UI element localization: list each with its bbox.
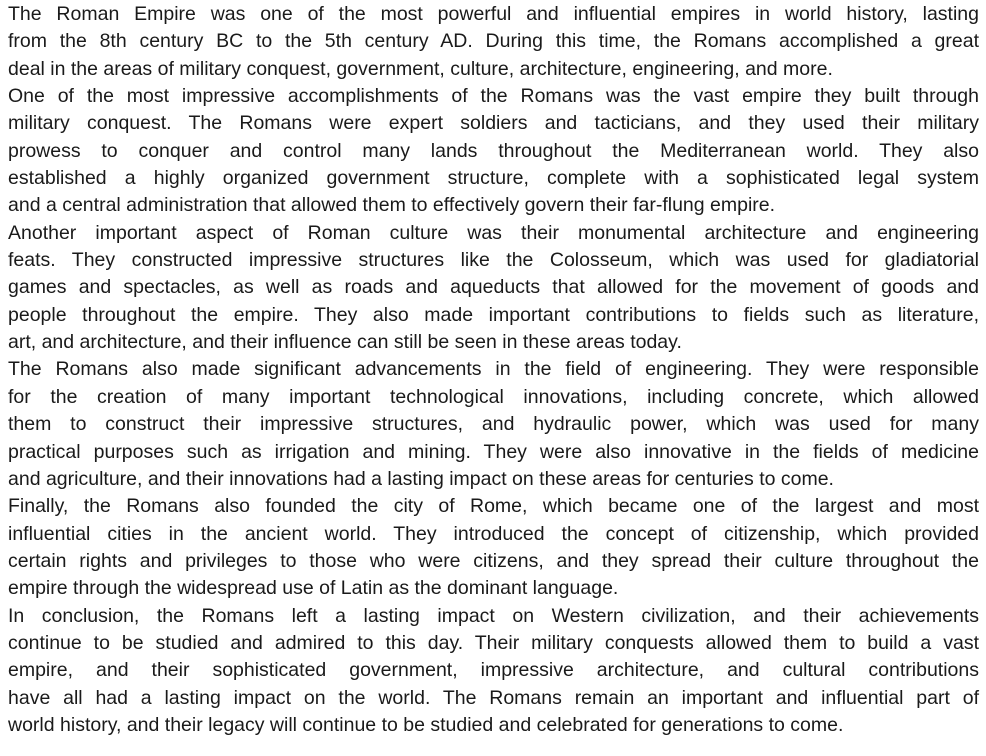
- text-line: practical purposes such as irrigation and mining. They were also innovative in the fields of medicine: [8, 440, 979, 463]
- text-line: people throughout the empire. They also made important contributions to fields such as literature,: [8, 303, 979, 326]
- text-line: prowess to conquer and control many lands throughout the Mediterranean world. They also: [8, 139, 979, 162]
- text-line: certain rights and privileges to those who were citizens, and they spread their culture throughout the: [8, 549, 979, 572]
- text-line: them to construct their impressive structures, and hydraulic power, which was used for many: [8, 413, 979, 436]
- paragraph: [8, 220, 979, 357]
- text-line: continue to be studied and admired to this day. Their military conquests allowed them to build a vast: [8, 631, 979, 654]
- text-line: Another important aspect of Roman culture was their monumental architecture and engineering: [8, 221, 979, 244]
- paragraph: [8, 493, 979, 602]
- paragraph: [8, 83, 979, 220]
- text-line: world history, and their legacy will continue to be studied and celebrated for generations to come.: [8, 713, 844, 736]
- text-line: feats. They constructed impressive structures like the Colosseum, which was used for gladiatorial: [8, 249, 979, 272]
- paragraph: [8, 356, 979, 493]
- text-line: from the 8th century BC to the 5th century AD. During this time, the Romans accomplished a great: [8, 30, 979, 53]
- text-line: Finally, the Romans also founded the city of Rome, which became one of the largest and most: [8, 495, 979, 518]
- text-line: established a highly organized government structure, complete with a sophisticated legal system: [8, 167, 979, 190]
- paragraph: [8, 1, 979, 83]
- text-line: In conclusion, the Romans left a lasting impact on Western civilization, and their achievements: [8, 604, 979, 627]
- text-line: The Romans also made significant advancements in the field of engineering. They were responsible: [8, 358, 979, 381]
- text-line: deal in the areas of military conquest, government, culture, architecture, engineering, and more.: [8, 57, 833, 80]
- text-line: military conquest. The Romans were expert soldiers and tacticians, and they used their military: [8, 112, 979, 135]
- text-line: and a central administration that allowed them to effectively govern their far-flung empire.: [8, 194, 776, 217]
- text-line: and agriculture, and their innovations had a lasting impact on these areas for centuries to come.: [8, 467, 834, 490]
- text-line: art, and architecture, and their influence can still be seen in these areas today.: [8, 331, 682, 354]
- text-line: One of the most impressive accomplishments of the Romans was the vast empire they built through: [8, 85, 979, 108]
- text-line: The Roman Empire was one of the most powerful and influential empires in world history, lasting: [8, 3, 979, 25]
- document-body: [8, 1, 979, 739]
- text-line: games and spectacles, as well as roads and aqueducts that allowed for the movement of goods and: [8, 276, 979, 299]
- text-line: have all had a lasting impact on the world. The Romans remain an important and influential part of: [8, 686, 979, 709]
- text-line: empire, and their sophisticated government, impressive architecture, and cultural contributions: [8, 659, 979, 682]
- paragraph: [8, 603, 979, 740]
- text-line: empire through the widespread use of Latin as the dominant language.: [8, 577, 619, 600]
- text-line: for the creation of many important technological innovations, including concrete, which allowed: [8, 385, 979, 408]
- text-line: influential cities in the ancient world. They introduced the concept of citizenship, which provided: [8, 522, 979, 545]
